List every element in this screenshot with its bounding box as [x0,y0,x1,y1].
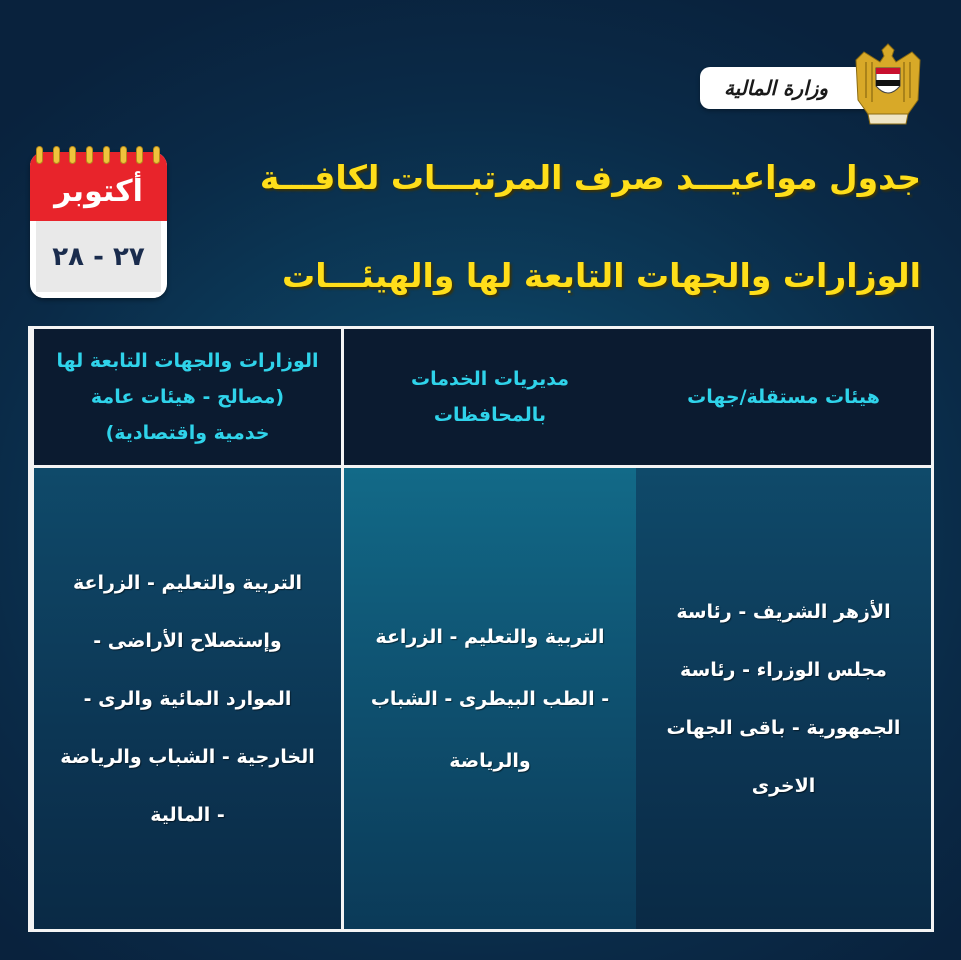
cell-line: التربية والتعليم - الزراعة [72,571,303,594]
calendar-rings-icon [36,146,160,166]
header-line: (مصالح - هيئات عامة [90,386,285,408]
cell-line: - الطب البيطرى - الشباب [370,687,610,710]
date-calendar [30,152,167,298]
cell-line: الجمهورية - باقى الجهات [666,716,901,739]
table-header-independent-bodies [636,329,931,468]
cell-line: الاخرى [751,774,816,797]
calendar-days: ٢٧ - ٢٨ [36,221,161,298]
cell-line: التربية والتعليم - الزراعة [375,625,605,648]
cell-line: وإستصلاح الأراضى - [93,629,282,652]
table-header-ministries [31,329,341,468]
salary-schedule-table [28,326,934,932]
table-header-directorates [341,329,636,468]
cell-line: الخارجية - الشباب والرياضة [60,745,315,768]
header-line: بالمحافظات [433,404,547,426]
header-line: خدمية واقتصادية) [105,422,270,444]
cell-line: الموارد المائية والرى - [83,687,292,710]
cell-line: - المالية [150,803,225,826]
cell-line: مجلس الوزراء - رئاسة [680,658,887,681]
ministry-name: وزارة المالية [723,76,829,100]
calendar-month: أكتوبر [30,152,167,221]
header-line: هيئات مستقلة/جهات [687,386,880,408]
page-title-line2: الوزارات والجهات التابعة لها والهيئـــات [282,256,921,295]
page-title-line1: جدول مواعيـــد صرف المرتبـــات لكافـــة [259,158,921,197]
cell-line: الأزهر الشريف - رئاسة [676,600,891,623]
table-cell-independent-bodies [636,468,931,929]
table-cell-ministries [31,468,341,929]
cell-line: والرياضة [449,749,531,772]
egypt-eagle-emblem-icon [852,40,924,130]
header-line: مديريات الخدمات [411,368,569,390]
table-cell-directorates [341,468,636,929]
ministry-logo [700,67,870,109]
header-line: الوزارات والجهات التابعة لها [56,350,319,372]
